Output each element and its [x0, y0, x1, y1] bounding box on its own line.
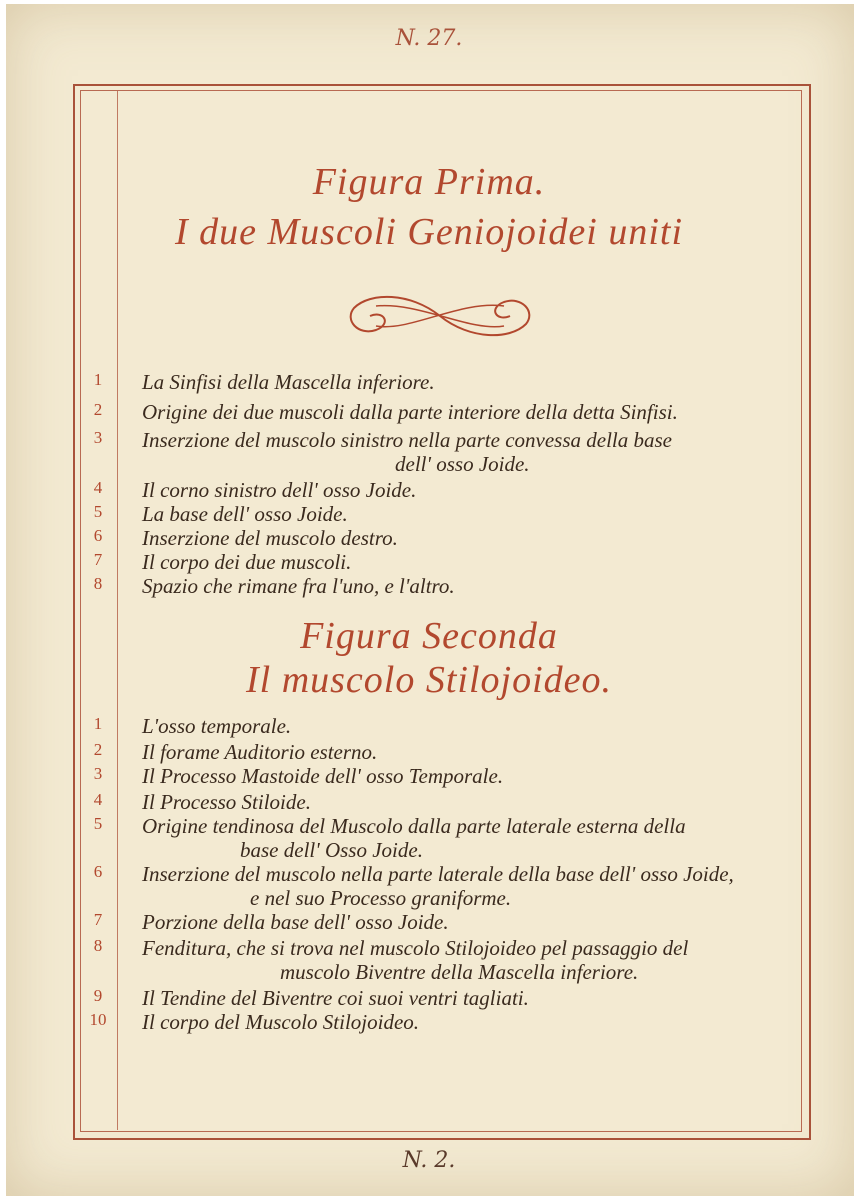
legend-item [0, 1010, 858, 1036]
legend-item-text: Origine dei due muscoli dalla parte interiore della detta Sinfisi. [142, 400, 678, 424]
legend-item-number: 1 [93, 370, 103, 389]
legend-item [0, 526, 858, 552]
legend-item-text: Il corpo dei due muscoli. [142, 550, 352, 574]
legend-item-number: 1 [93, 714, 103, 733]
legend-item-number: 9 [93, 986, 103, 1005]
legend-item-text: Inserzione del muscolo sinistro nella parte convessa della base [142, 428, 672, 452]
legend-item-number: 4 [93, 790, 103, 809]
legend-item-continuation: dell' osso Joide. [395, 452, 530, 476]
legend-item [0, 740, 858, 766]
legend-item-text: Il corpo del Muscolo Stilojoideo. [142, 1010, 420, 1034]
legend-item-continuation: base dell' Osso Joide. [240, 838, 423, 862]
legend-item-text: Il Processo Stiloide. [142, 790, 311, 814]
legend-item [0, 986, 858, 1012]
legend-item-text: Porzione della base dell' osso Joide. [142, 910, 449, 934]
legend-item-number: 6 [93, 862, 103, 881]
legend-item-number: 6 [93, 526, 103, 545]
legend-item-text: La base dell' osso Joide. [142, 502, 348, 526]
legend-item-number: 10 [89, 1010, 107, 1029]
legend-item-text: Inserzione del muscolo nella parte laterale della base dell' osso Joide, [142, 862, 734, 886]
legend-item-number: 7 [93, 910, 103, 929]
legend-item-text: Origine tendinosa del Muscolo dalla parte laterale esterna della [142, 814, 686, 838]
legend-item-number: 3 [93, 764, 103, 783]
legend-item [0, 478, 858, 504]
figure2-subtitle: Il muscolo Stilojoideo. [245, 659, 613, 701]
legend-item [0, 550, 858, 576]
legend-item-number: 5 [93, 814, 103, 833]
legend-item-text: Spazio che rimane fra l'uno, e l'altro. [142, 574, 455, 598]
legend-item-number: 2 [93, 740, 103, 759]
figure1-title: Figura Prima. [312, 161, 546, 203]
legend-item [0, 862, 858, 888]
page-number-top: N. 27. [395, 26, 463, 51]
figure1-subtitle: I due Muscoli Geniojoidei uniti [174, 211, 684, 253]
legend-item [0, 428, 858, 454]
legend-item [0, 370, 858, 396]
legend-item-text: Il forame Auditorio esterno. [142, 740, 378, 764]
legend-item [0, 814, 858, 840]
legend-item [0, 764, 858, 790]
page-number-bottom: N. 2. [402, 1148, 456, 1173]
legend-item-text: La Sinfisi della Mascella inferiore. [142, 370, 435, 394]
legend-item-number: 7 [93, 550, 103, 569]
legend-item-text: L'osso temporale. [142, 714, 292, 738]
legend-item [0, 910, 858, 936]
legend-item [0, 936, 858, 962]
legend-item-continuation: muscolo Biventre della Mascella inferiore. [280, 960, 639, 984]
legend-item-continuation: e nel suo Processo graniforme. [250, 886, 512, 910]
figure2-title: Figura Seconda [300, 615, 558, 657]
legend-item-number: 5 [93, 502, 103, 521]
legend-item [0, 574, 858, 600]
legend-item-text: Il Processo Mastoide dell' osso Temporale. [142, 764, 504, 788]
legend-item [0, 714, 858, 740]
legend-item-number: 2 [93, 400, 103, 419]
legend-item-text: Inserzione del muscolo destro. [142, 526, 398, 550]
legend-item-number: 8 [93, 936, 103, 955]
legend-item [0, 502, 858, 528]
legend-item-number: 4 [93, 478, 103, 497]
legend-item-text: Fenditura, che si trova nel muscolo Stilojoideo pel passaggio del [142, 936, 689, 960]
calligraphic-flourish [340, 288, 540, 344]
legend-item-text: Il Tendine del Biventre coi suoi ventri tagliati. [142, 986, 529, 1010]
legend-item [0, 400, 858, 426]
legend-item-text: Il corno sinistro dell' osso Joide. [142, 478, 417, 502]
legend-item-number: 3 [93, 428, 103, 447]
legend-item [0, 790, 858, 816]
legend-item-number: 8 [93, 574, 103, 593]
